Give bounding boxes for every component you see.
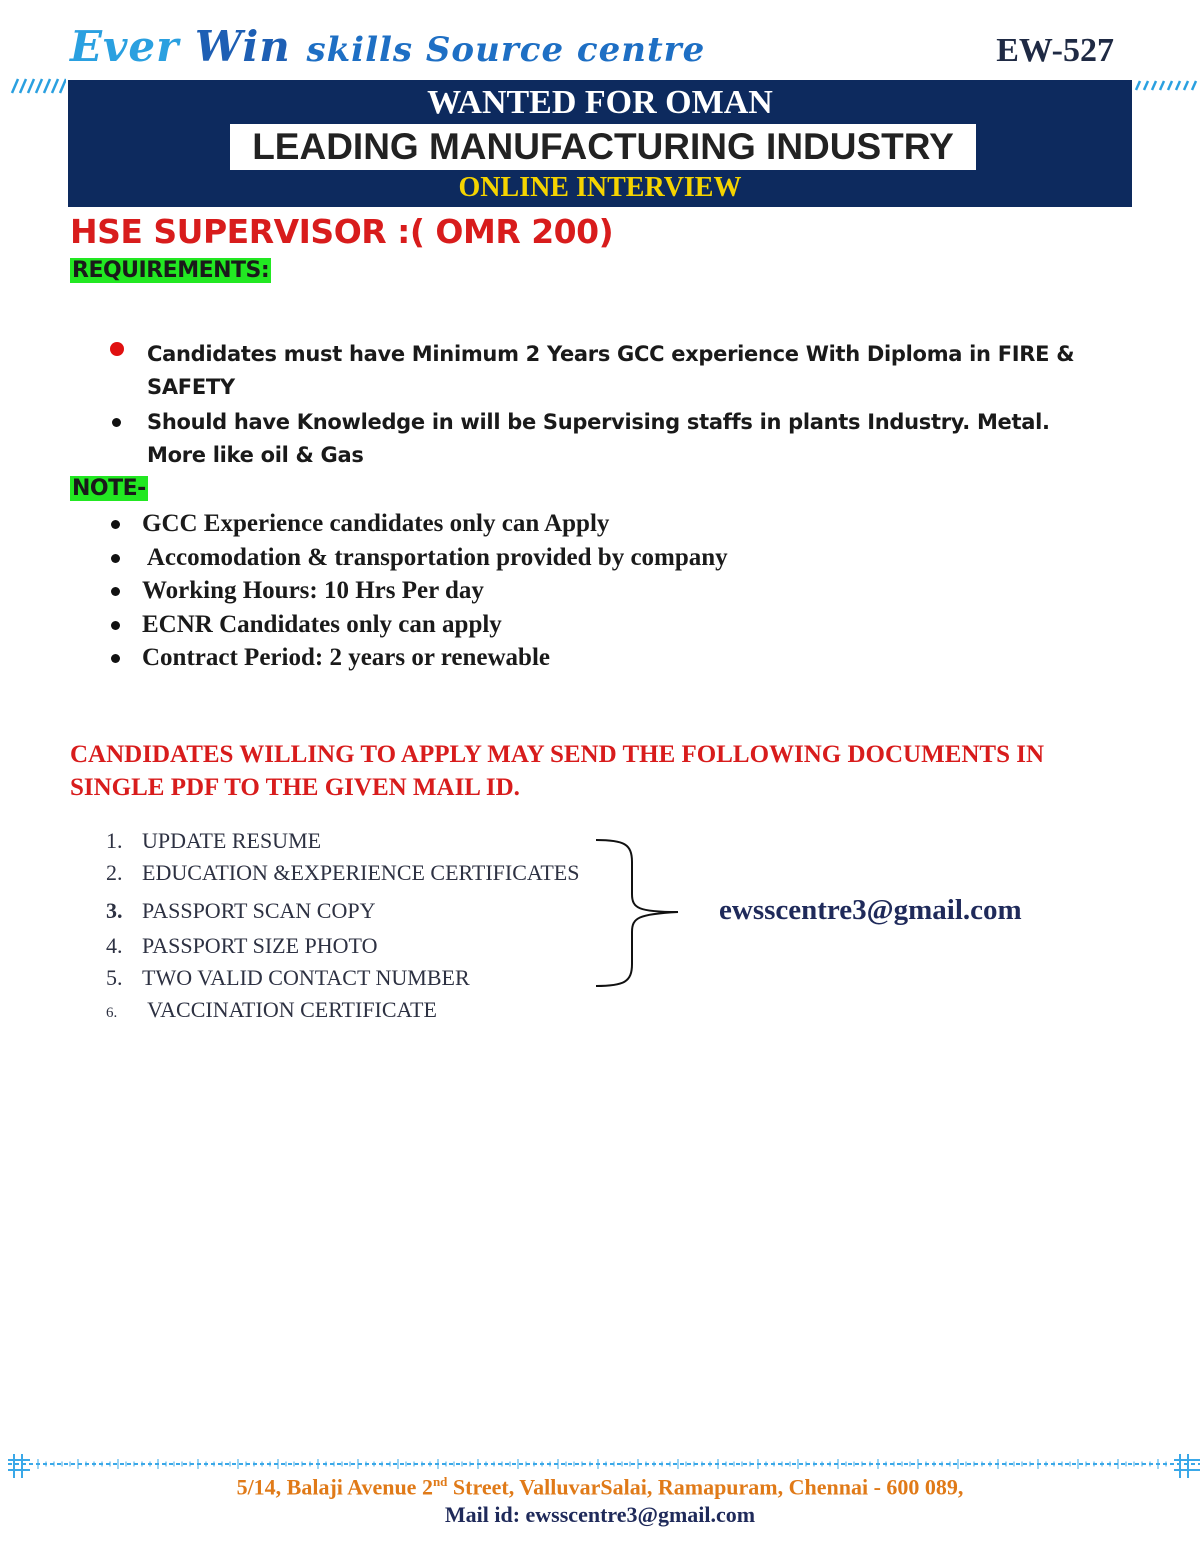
note-text: GCC Experience candidates only can Apply — [142, 510, 610, 537]
list-item — [106, 933, 579, 965]
address-part: 5/14, Balaji Avenue 2 — [236, 1474, 433, 1500]
note-text: ECNR Candidates only can apply — [142, 610, 502, 638]
contact-email-link[interactable]: ewsscentre3@gmail.com — [719, 894, 1022, 926]
job-title: HSE SUPERVISOR :( OMR 200) — [70, 212, 614, 251]
address-part: Street, ValluvarSalai, Ramapuram, Chennai - 600 089, — [447, 1474, 964, 1500]
bullet-icon — [111, 654, 120, 663]
brand-logo — [70, 22, 705, 71]
list-item — [106, 507, 728, 541]
footer-mail-id: Mail id: ewsscentre3@gmail.com — [444, 1502, 756, 1527]
list-item — [106, 965, 579, 997]
list-item — [106, 828, 579, 860]
bullet-icon — [111, 554, 120, 563]
requirement-text: Should have Knowledge in will be Supervising staffs in plants Industry. Metal. More like oil & Gas — [147, 410, 1050, 467]
documents-list — [106, 828, 579, 1029]
list-item — [106, 641, 728, 675]
banner-interview-type: ONLINE INTERVIEW — [458, 172, 742, 203]
brand-word-rest: skills Source centre — [306, 30, 706, 70]
doc-number: 4. — [106, 933, 123, 958]
banner-location: WANTED FOR OMAN — [427, 84, 773, 121]
doc-text: TWO VALID CONTACT NUMBER — [142, 965, 470, 990]
requirement-text: Candidates must have Minimum 2 Years GCC experience With Diploma in FIRE & SAFETY — [147, 342, 1075, 399]
bullet-icon — [112, 418, 121, 427]
list-item — [108, 406, 1108, 472]
requirements-label: REQUIREMENTS: — [72, 258, 270, 283]
bullet-icon — [111, 587, 120, 596]
requirements-heading — [70, 258, 271, 283]
doc-text: PASSPORT SCAN COPY — [142, 898, 376, 923]
doc-text: UPDATE RESUME — [142, 828, 322, 853]
doc-text: PASSPORT SIZE PHOTO — [142, 933, 378, 958]
doc-number: 5. — [106, 965, 123, 990]
brand-word-win: Win — [194, 22, 291, 71]
hatch-decoration-right — [1134, 78, 1200, 94]
apply-instruction: CANDIDATES WILLING TO APPLY MAY SEND THE FOLLOWING DOCUMENTS IN SINGLE PDF TO THE GIVEN MAIL ID. — [70, 741, 1045, 801]
curly-brace-icon — [592, 838, 682, 988]
note-heading — [70, 476, 148, 501]
bullet-icon — [111, 621, 120, 630]
notes-list — [106, 507, 728, 675]
doc-number: 6. — [106, 1005, 118, 1021]
note-text: Working Hours: 10 Hrs Per day — [142, 577, 484, 605]
list-item — [106, 541, 728, 575]
doc-text: VACCINATION CERTIFICATE — [142, 997, 437, 1022]
requirements-list — [108, 338, 1108, 474]
banner-industry: LEADING MANUFACTURING INDUSTRY — [230, 124, 976, 170]
address-superscript: nd — [432, 1474, 448, 1489]
doc-number: 3. — [106, 898, 123, 923]
list-item — [106, 608, 728, 642]
note-text: Accomodation & transportation provided by company — [142, 543, 728, 571]
doc-text: EDUCATION &EXPERIENCE CERTIFICATES — [142, 860, 580, 885]
bullet-icon — [111, 520, 120, 529]
note-text: Contract Period: 2 years or renewable — [142, 644, 550, 672]
list-item — [106, 860, 579, 898]
doc-number: 2. — [106, 860, 123, 885]
office-address — [0, 1474, 1200, 1500]
list-item — [106, 997, 579, 1029]
red-bullet-icon — [110, 342, 124, 356]
reference-code: EW-527 — [996, 32, 1114, 69]
brand-word-ever: Ever — [70, 22, 180, 71]
note-label: NOTE- — [72, 476, 146, 501]
hatch-decoration-left — [8, 78, 66, 94]
headline-banner — [68, 80, 1132, 207]
list-item — [106, 574, 728, 608]
list-item — [106, 898, 579, 933]
doc-number: 1. — [106, 828, 123, 853]
list-item — [108, 338, 1108, 404]
